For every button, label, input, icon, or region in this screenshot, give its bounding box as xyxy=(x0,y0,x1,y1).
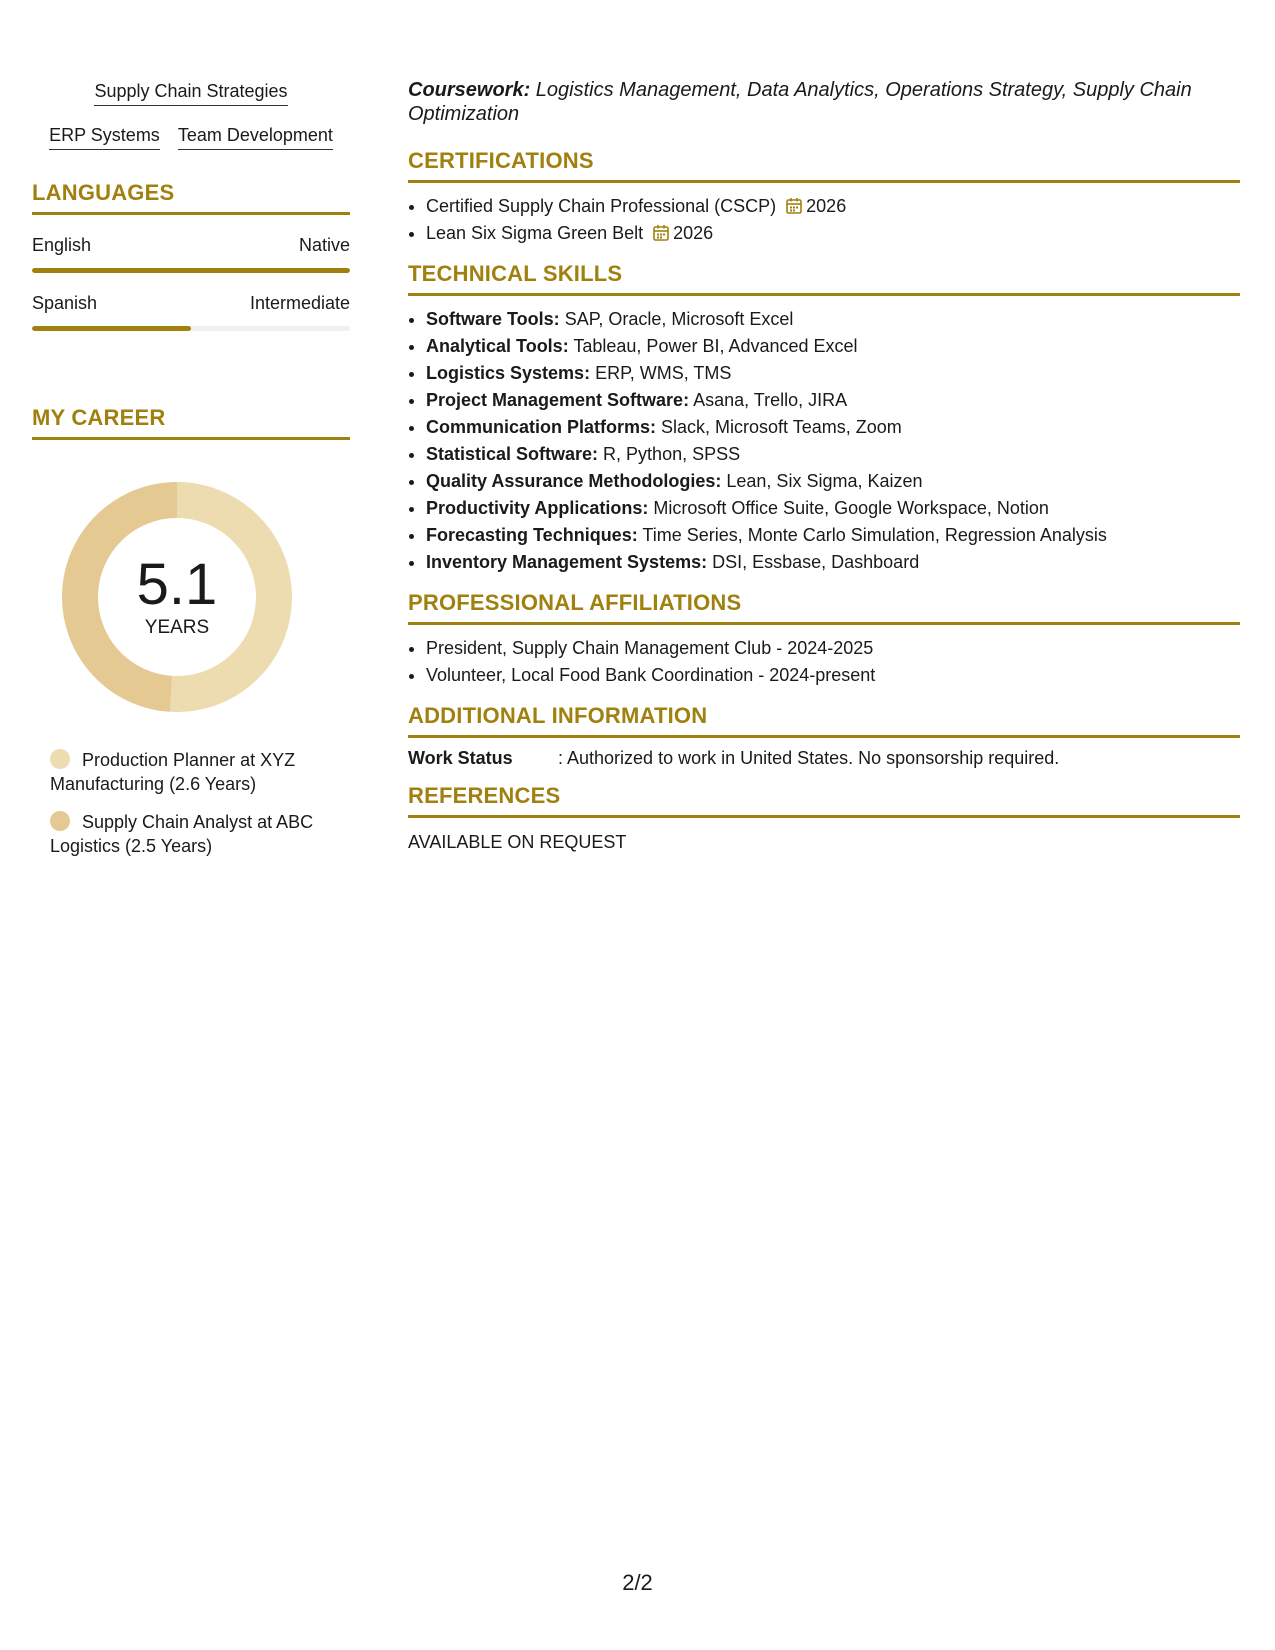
left-column xyxy=(32,80,350,872)
language-level: Intermediate xyxy=(249,293,350,313)
skill-tag: Supply Chain Strategies xyxy=(94,80,287,106)
skill-value: Asana, Trello, JIRA xyxy=(689,390,848,410)
language-bar-fill xyxy=(32,326,191,331)
certification-year: 2026 xyxy=(673,223,714,243)
skill-label: Communication Platforms: xyxy=(426,417,657,437)
skill-value: SAP, Oracle, Microsoft Excel xyxy=(559,309,794,329)
skill-item xyxy=(426,495,1240,522)
additional-info-section xyxy=(408,703,1240,769)
skill-label: Productivity Applications: xyxy=(426,498,649,518)
skill-tags-row-1 xyxy=(32,80,350,106)
certification-name: Certified Supply Chain Professional (CSCP) xyxy=(426,196,777,216)
career-legend-item xyxy=(50,810,340,858)
language-bar-fill xyxy=(32,268,350,273)
skill-item xyxy=(426,468,1240,495)
skill-value: ERP, WMS, TMS xyxy=(590,363,732,383)
certification-name: Lean Six Sigma Green Belt xyxy=(426,223,644,243)
skill-value: Slack, Microsoft Teams, Zoom xyxy=(656,417,902,437)
career-job-label: Production Planner at XYZ Manufacturing (2.6 Years) xyxy=(50,750,296,794)
skill-label: Project Management Software: xyxy=(426,390,690,410)
language-item xyxy=(32,235,350,273)
references-heading: REFERENCES xyxy=(408,783,1240,818)
skill-label: Logistics Systems: xyxy=(426,363,591,383)
additional-info-heading: ADDITIONAL INFORMATION xyxy=(408,703,1240,738)
skill-item xyxy=(426,306,1240,333)
coursework xyxy=(408,78,1240,126)
skill-item xyxy=(426,414,1240,441)
work-status-label: Work Status xyxy=(408,748,513,768)
career-donut-chart xyxy=(62,482,292,712)
skill-item xyxy=(426,387,1240,414)
skill-item xyxy=(426,360,1240,387)
skill-item xyxy=(426,441,1240,468)
skill-label: Quality Assurance Methodologies: xyxy=(426,471,722,491)
skill-tags-row-2 xyxy=(32,124,350,150)
skill-tag: ERP Systems xyxy=(49,124,160,150)
skill-label: Software Tools: xyxy=(426,309,560,329)
skill-item xyxy=(426,333,1240,360)
affiliation-item: • Volunteer, Local Food Bank Coordination - 2024-present xyxy=(426,662,1240,689)
career-legend-item xyxy=(50,748,340,796)
skill-label: Statistical Software: xyxy=(426,444,599,464)
page-number: 2/2 xyxy=(622,1570,653,1595)
skill-label: Forecasting Techniques: xyxy=(426,525,638,545)
languages-heading: LANGUAGES xyxy=(32,180,350,215)
skill-label: Inventory Management Systems: xyxy=(426,552,708,572)
language-bar xyxy=(32,326,350,331)
certification-item xyxy=(426,220,1240,247)
career-total-years: 5.1 xyxy=(136,552,218,617)
skill-value: Microsoft Office Suite, Google Workspace, Notion xyxy=(648,498,1049,518)
language-item xyxy=(32,293,350,331)
affiliations-heading: PROFESSIONAL AFFILIATIONS xyxy=(408,590,1240,625)
skill-value: R, Python, SPSS xyxy=(598,444,741,464)
language-level: Native xyxy=(298,235,350,255)
language-name: Spanish xyxy=(32,293,98,313)
calendar-icon xyxy=(653,224,669,241)
certifications-section xyxy=(408,148,1240,247)
career-years-unit: YEARS xyxy=(144,617,210,638)
language-name: English xyxy=(32,235,92,255)
references-text: AVAILABLE ON REQUEST xyxy=(408,832,627,852)
skill-value: Lean, Six Sigma, Kaizen xyxy=(721,471,923,491)
career-job-label: Supply Chain Analyst at ABC Logistics (2.5 Years) xyxy=(50,812,314,856)
calendar-icon xyxy=(786,197,802,214)
skill-tag: Team Development xyxy=(178,124,333,150)
legend-dot xyxy=(50,749,70,769)
coursework-label: Coursework: xyxy=(408,79,531,101)
certification-year: 2026 xyxy=(806,196,847,216)
skill-item xyxy=(426,522,1240,549)
technical-skills-section xyxy=(408,261,1240,576)
affiliation-item: • President, Supply Chain Management Club - 2024-2025 xyxy=(426,635,1240,662)
skill-label: Analytical Tools: xyxy=(426,336,569,356)
work-status-value: : Authorized to work in United States. No sponsorship required. xyxy=(558,748,1060,768)
coursework-text: Logistics Management, Data Analytics, Operations Strategy, Supply Chain Optimization xyxy=(408,79,1192,125)
certifications-heading: CERTIFICATIONS xyxy=(408,148,1240,183)
career-heading: MY CAREER xyxy=(32,405,350,440)
legend-dot xyxy=(50,811,70,831)
references-section xyxy=(408,783,1240,853)
skill-value: Tableau, Power BI, Advanced Excel xyxy=(568,336,858,356)
skill-item xyxy=(426,549,1240,576)
skill-value: DSI, Essbase, Dashboard xyxy=(707,552,920,572)
language-bar xyxy=(32,268,350,273)
certification-item xyxy=(426,193,1240,220)
career-legend xyxy=(50,748,340,858)
technical-skills-heading: TECHNICAL SKILLS xyxy=(408,261,1240,296)
work-status-row xyxy=(408,748,1240,769)
skill-value: Time Series, Monte Carlo Simulation, Regression Analysis xyxy=(637,525,1107,545)
affiliations-section xyxy=(408,590,1240,689)
right-column xyxy=(408,78,1240,867)
